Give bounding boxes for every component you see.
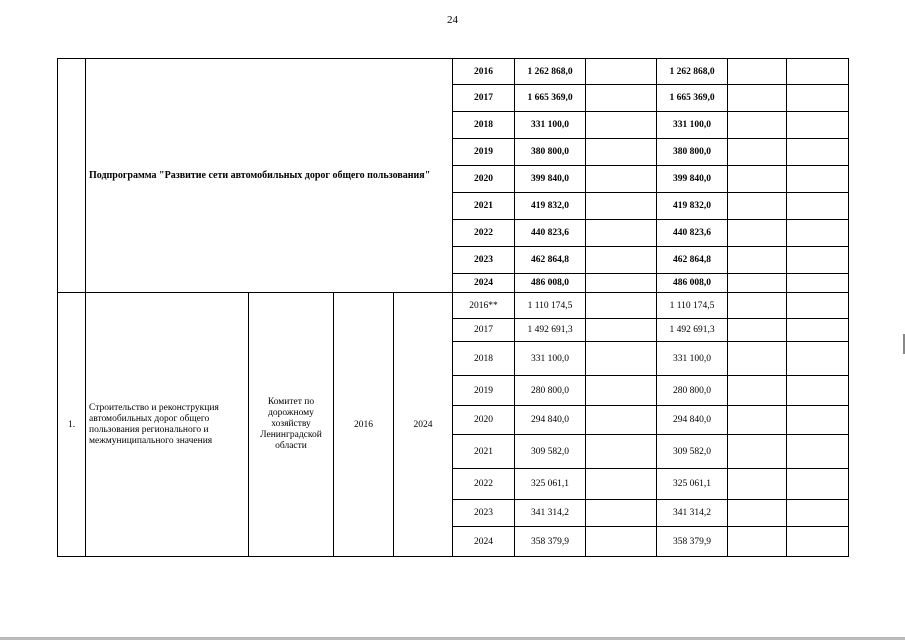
subprogram-regional: 440 823,6 bbox=[657, 220, 728, 247]
subprogram-total: 331 100,0 bbox=[515, 112, 586, 139]
empty-cell bbox=[728, 193, 787, 220]
empty-cell bbox=[728, 139, 787, 166]
subprogram-year: 2023 bbox=[453, 247, 515, 274]
empty-cell bbox=[728, 319, 787, 342]
empty-cell bbox=[787, 139, 849, 166]
empty-cell bbox=[586, 527, 657, 557]
empty-cell bbox=[586, 59, 657, 85]
empty-cell bbox=[787, 376, 849, 406]
subprogram-year: 2019 bbox=[453, 139, 515, 166]
empty-cell bbox=[787, 342, 849, 376]
activity-total: 331 100,0 bbox=[515, 342, 586, 376]
activity-regional: 1 492 691,3 bbox=[657, 319, 728, 342]
empty-cell bbox=[586, 247, 657, 274]
page-number: 24 bbox=[447, 14, 458, 26]
subprogram-row bbox=[58, 59, 849, 85]
empty-cell bbox=[728, 527, 787, 557]
empty-cell bbox=[728, 469, 787, 500]
subprogram-total: 399 840,0 bbox=[515, 166, 586, 193]
empty-cell bbox=[586, 319, 657, 342]
activity-regional: 1 110 174,5 bbox=[657, 293, 728, 319]
activity-total: 280 800,0 bbox=[515, 376, 586, 406]
empty-cell bbox=[586, 376, 657, 406]
empty-cell bbox=[586, 500, 657, 527]
empty-cell bbox=[586, 112, 657, 139]
empty-cell bbox=[586, 220, 657, 247]
activity-year: 2018 bbox=[453, 342, 515, 376]
activity-year: 2016** bbox=[453, 293, 515, 319]
subprogram-total: 440 823,6 bbox=[515, 220, 586, 247]
empty-cell bbox=[586, 406, 657, 435]
subprogram-total: 1 262 868,0 bbox=[515, 59, 586, 85]
empty-cell bbox=[787, 293, 849, 319]
activity-total: 341 314,2 bbox=[515, 500, 586, 527]
empty-cell bbox=[728, 166, 787, 193]
activity-regional: 331 100,0 bbox=[657, 342, 728, 376]
subprogram-number-cell bbox=[58, 59, 86, 293]
activity-year: 2021 bbox=[453, 435, 515, 469]
empty-cell bbox=[787, 193, 849, 220]
empty-cell bbox=[728, 247, 787, 274]
activity-number: 1. bbox=[58, 293, 86, 557]
empty-cell bbox=[728, 293, 787, 319]
empty-cell bbox=[787, 112, 849, 139]
activity-regional: 358 379,9 bbox=[657, 527, 728, 557]
empty-cell bbox=[586, 274, 657, 293]
subprogram-regional: 380 800,0 bbox=[657, 139, 728, 166]
subprogram-total: 419 832,0 bbox=[515, 193, 586, 220]
activity-total: 294 840,0 bbox=[515, 406, 586, 435]
activity-year: 2024 bbox=[453, 527, 515, 557]
empty-cell bbox=[787, 469, 849, 500]
empty-cell bbox=[787, 59, 849, 85]
empty-cell bbox=[586, 469, 657, 500]
empty-cell bbox=[787, 247, 849, 274]
subprogram-year: 2017 bbox=[453, 85, 515, 112]
empty-cell bbox=[787, 166, 849, 193]
activity-total: 358 379,9 bbox=[515, 527, 586, 557]
empty-cell bbox=[787, 527, 849, 557]
empty-cell bbox=[728, 274, 787, 293]
activity-row bbox=[58, 293, 849, 319]
empty-cell bbox=[787, 319, 849, 342]
empty-cell bbox=[787, 274, 849, 293]
empty-cell bbox=[728, 435, 787, 469]
activity-executor: Комитет по дорожному хозяйству Ленинградской области bbox=[249, 293, 334, 557]
empty-cell bbox=[787, 220, 849, 247]
subprogram-year: 2020 bbox=[453, 166, 515, 193]
empty-cell bbox=[728, 220, 787, 247]
empty-cell bbox=[586, 139, 657, 166]
subprogram-regional: 399 840,0 bbox=[657, 166, 728, 193]
subprogram-section bbox=[58, 59, 849, 293]
subprogram-total: 380 800,0 bbox=[515, 139, 586, 166]
empty-cell bbox=[586, 166, 657, 193]
activity-regional: 325 061,1 bbox=[657, 469, 728, 500]
empty-cell bbox=[787, 500, 849, 527]
empty-cell bbox=[586, 85, 657, 112]
activity-year: 2020 bbox=[453, 406, 515, 435]
activity-regional: 280 800,0 bbox=[657, 376, 728, 406]
subprogram-regional: 486 008,0 bbox=[657, 274, 728, 293]
empty-cell bbox=[787, 85, 849, 112]
activity-start-year: 2016 bbox=[334, 293, 394, 557]
activity-year: 2022 bbox=[453, 469, 515, 500]
subprogram-total: 1 665 369,0 bbox=[515, 85, 586, 112]
activity-section bbox=[58, 293, 849, 557]
empty-cell bbox=[787, 435, 849, 469]
subprogram-total: 486 008,0 bbox=[515, 274, 586, 293]
activity-regional: 341 314,2 bbox=[657, 500, 728, 527]
subprogram-regional: 1 665 369,0 bbox=[657, 85, 728, 112]
empty-cell bbox=[787, 406, 849, 435]
activity-year: 2019 bbox=[453, 376, 515, 406]
activity-regional: 309 582,0 bbox=[657, 435, 728, 469]
activity-total: 309 582,0 bbox=[515, 435, 586, 469]
activity-year: 2017 bbox=[453, 319, 515, 342]
subprogram-regional: 331 100,0 bbox=[657, 112, 728, 139]
activity-name: Строительство и реконструкция автомобильных дорог общего пользования регионального и межмуниципального значения bbox=[86, 293, 249, 557]
subprogram-regional: 419 832,0 bbox=[657, 193, 728, 220]
activity-total: 325 061,1 bbox=[515, 469, 586, 500]
empty-cell bbox=[586, 193, 657, 220]
activity-year: 2023 bbox=[453, 500, 515, 527]
empty-cell bbox=[586, 435, 657, 469]
subprogram-year: 2024 bbox=[453, 274, 515, 293]
activity-total: 1 110 174,5 bbox=[515, 293, 586, 319]
empty-cell bbox=[586, 293, 657, 319]
empty-cell bbox=[728, 85, 787, 112]
empty-cell bbox=[728, 500, 787, 527]
empty-cell bbox=[728, 59, 787, 85]
activity-regional: 294 840,0 bbox=[657, 406, 728, 435]
activity-total: 1 492 691,3 bbox=[515, 319, 586, 342]
subprogram-title: Подпрограмма "Развитие сети автомобильных дорог общего пользования" bbox=[86, 59, 453, 293]
empty-cell bbox=[728, 342, 787, 376]
empty-cell bbox=[728, 376, 787, 406]
budget-table bbox=[57, 58, 849, 557]
activity-end-year: 2024 bbox=[394, 293, 453, 557]
subprogram-year: 2016 bbox=[453, 59, 515, 85]
subprogram-total: 462 864,8 bbox=[515, 247, 586, 274]
subprogram-year: 2021 bbox=[453, 193, 515, 220]
subprogram-year: 2022 bbox=[453, 220, 515, 247]
empty-cell bbox=[728, 112, 787, 139]
subprogram-regional: 462 864,8 bbox=[657, 247, 728, 274]
subprogram-year: 2018 bbox=[453, 112, 515, 139]
empty-cell bbox=[728, 406, 787, 435]
empty-cell bbox=[586, 342, 657, 376]
subprogram-regional: 1 262 868,0 bbox=[657, 59, 728, 85]
